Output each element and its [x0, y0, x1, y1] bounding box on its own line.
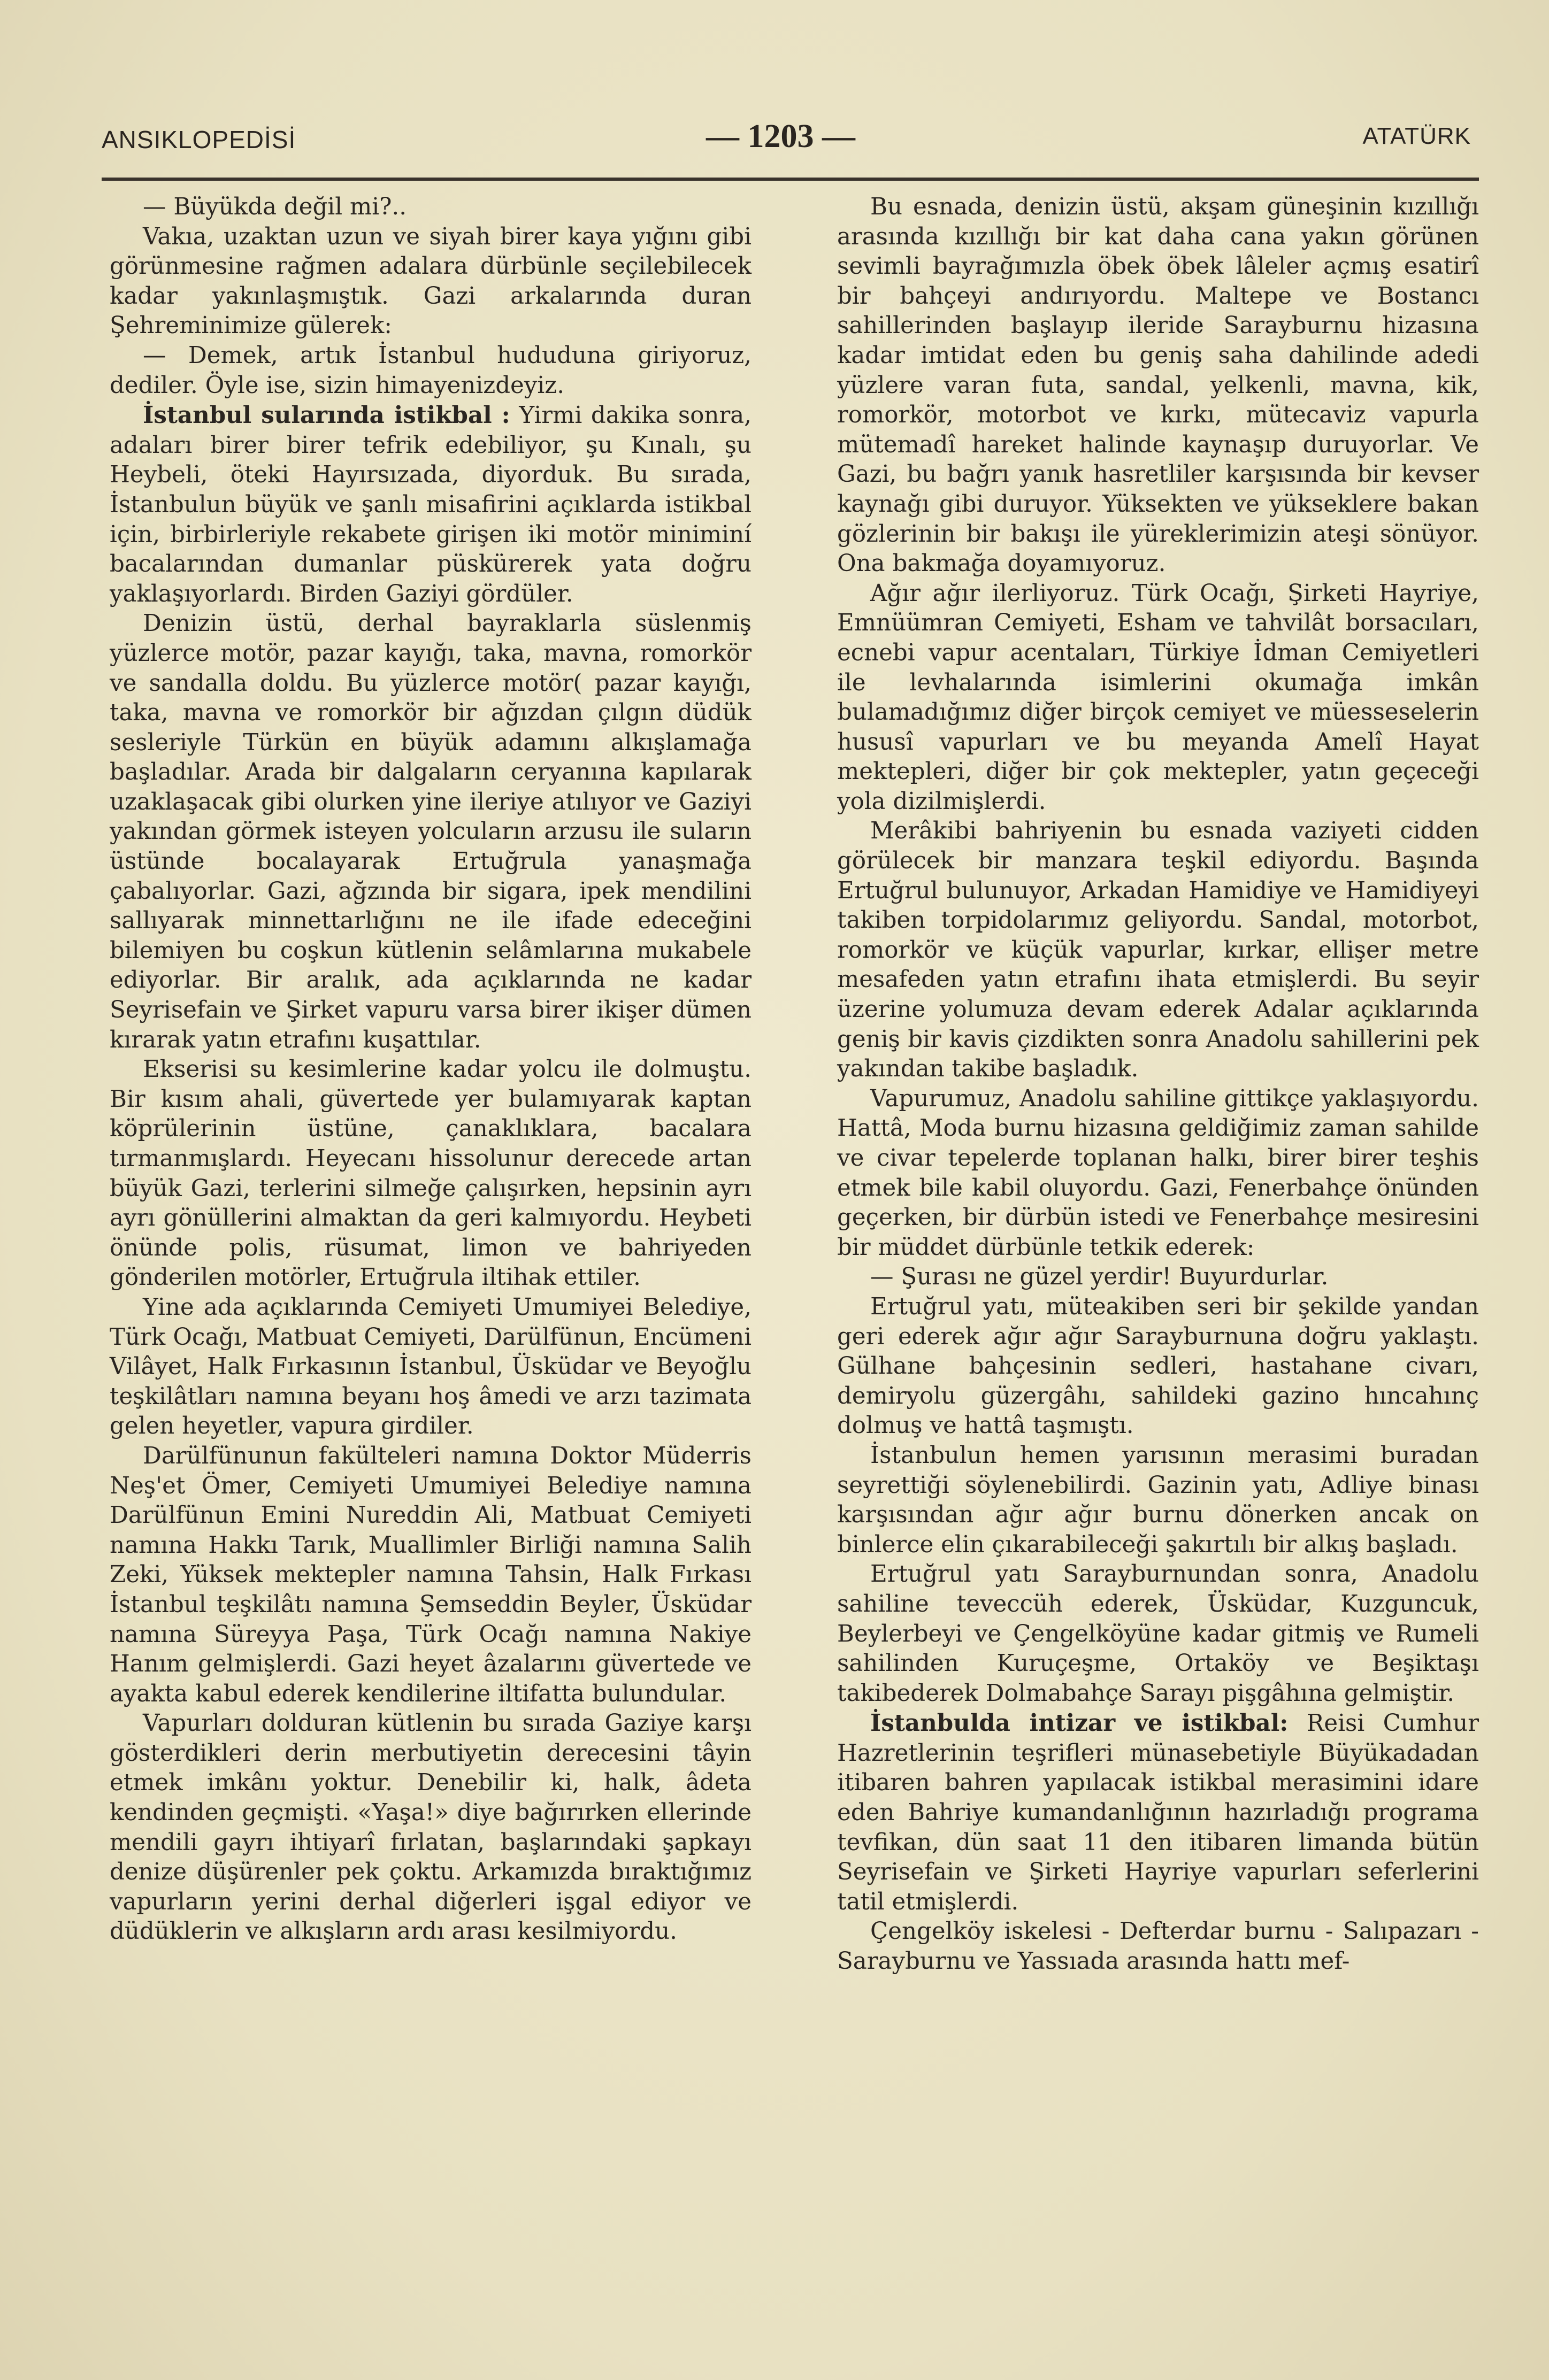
- paragraph-text: Yine ada açıklarında Cemiyeti Umumiyei Belediye, Türk Ocağı, Matbuat Cemiyeti, Darülfünun, Encümeni Vilâyet, Halk Fırkasının İstanbul, Üsküdar ve Beyoğlu teşkilâtları namına beyanı hoş âmedi ve arzı tazimata gelen heyetler, vapura girdiler.: [110, 1293, 752, 1440]
- paragraph: [837, 1084, 1479, 1263]
- paragraph: [837, 1262, 1479, 1292]
- paragraph-text: Vapurumuz, Anadolu sahiline gittikçe yaklaşıyordu. Hattâ, Moda burnu hizasına geldiğimiz zaman sahilde ve civar tepelerde toplanan halkı, birer birer teşhis etmek bile kabil oluyordu. Gazi, Fenerbahçe önünden geçerken, bir dürbün istedi ve Fenerbahçe mesiresini bir müddet dürbünle tetkik ederek:: [837, 1085, 1479, 1261]
- section-lead: İstanbul sularında istikbal :: [143, 402, 510, 429]
- right-column: [837, 192, 1479, 1977]
- paragraph: [110, 192, 752, 222]
- paragraph: [837, 1441, 1479, 1560]
- paragraph-text: Bu esnada, denizin üstü, akşam güneşinin kızıllığı arasında kızıllığı bir kat daha cana yakın görünen sevimli bayrağımızla öbek öbek lâleler açmış esatirî bir bahçeyi andırıyordu. Maltepe ve Bostancı sahillerinden başlayıp ileride Sarayburnu hizasına kadar imtidat eden bu geniş saha dahilinde adedi yüzlere varan futa, sandal, yelkenli, mavna, kik, romorkör, motorbot ve kırkı, mütecaviz vapurla mütemadî hareket halinde kaynaşıp duruyorlar. Ve Gazi, bu bağrı yanık hasretliler karşısında bir kevser kaynağı gibi duruyor. Yüksekten ve yükseklere bakan gözlerinin bir bakışı ile yüreklerimizin ateşi sönüyor. Ona bakmağa doyamıyoruz.: [837, 194, 1479, 577]
- paragraph-text: Vapurları dolduran kütlenin bu sırada Gaziye karşı gösterdikleri derin merbutiyetin derecesini tâyin etmek imkânı yoktur. Denebilir ki, halk, âdeta kendinden geçmişti. «Yaşa!» diye bağırırken ellerinde mendili gayrı ihtiyarî fırlatan, başlarındaki şapkayı denize düşürenler pek çoktu. Arkamızda bıraktığımız vapurların yerini derhal diğerleri işgal ediyor ve düdüklerin ve alkışların ardı arası kesilmiyordu.: [110, 1710, 752, 1945]
- paragraph: [110, 1442, 752, 1709]
- paragraph-text: Denizin üstü, derhal bayraklarla süslenmiş yüzlerce motör, pazar kayığı, taka, mavna, romorkör ve sandalla doldu. Bu yüzlerce motör( pazar kayığı, taka, mavna ve romorkör bir ağızdan çılgın düdük sesleriyle Türkün en büyük adamını alkışlamağa başladılar. Arada bir dalgaların ceryanına kapılarak uzaklaşacak gibi olurken yine ileriye atılıyor ve Gaziyi yakından görmek isteyen yolcuların arzusu ile suların üstünde bocalayarak Ertuğrula yanaşmağa çabalıyorlar. Gazi, ağzında bir sigara, ipek mendilini sallıyarak minnettarlığını ne ile ifade edeceğini bilemiyen bu coşkun kütlenin selâmlarına mukabele ediyorlar. Bir aralık, ada açıklarında ne kadar Seyrisefain ve Şirket vapuru varsa birer ikişer dümen kırarak yatın etrafını kuşattılar.: [110, 610, 752, 1053]
- paragraph: [837, 1560, 1479, 1708]
- paragraph-text: Çengelköy iskelesi - Defterdar burnu - Salıpazarı - Sarayburnu ve Yassıada arasında hattı mef-: [837, 1918, 1479, 1975]
- paragraph-text: Darülfünunun fakülteleri namına Doktor Müderris Neş'et Ömer, Cemiyeti Umumiyei Belediye namına Darülfünun Emini Nureddin Ali, Matbuat Cemiyeti namına Hakkı Tarık, Muallimler Birliği namına Salih Zeki, Yüksek mektepler namına Tahsin, Halk Fırkası İstanbul teşkilâtı namına Şemseddin Beyler, Üsküdar namına Süreyya Paşa, Türk Ocağı namına Nakiye Hanım gelmişlerdi. Gazi heyet âzalarını güvertede ve ayakta kabul ederek kendilerine iltifatta bulundular.: [110, 1442, 752, 1707]
- page-number: — 1203 —: [706, 118, 855, 155]
- paragraph-text: Vakıa, uzaktan uzun ve siyah birer kaya yığını gibi görünmesine rağmen adalara dürbünle seçilebilecek kadar yakınlaşmıştık. Gazi arkalarında duran Şehreminimize gülerek:: [110, 223, 752, 340]
- section-lead: İstanbulda intizar ve istikbal:: [870, 1709, 1289, 1737]
- paragraph-text: Reisi Cumhur Hazretlerinin teşrifleri münasebetiyle Büyükadadan itibaren bahren yapılacak istikbal merasimini idare eden Bahriye kumandanlığının hazırladığı programa tevfikan, dün saat 11 den itibaren limanda bütün Seyrisefain ve Şirketi Hayriye vapurları seferlerini tatil etmişlerdi.: [837, 1710, 1479, 1915]
- left-column: [110, 192, 752, 1947]
- paragraph: [110, 341, 752, 400]
- section-title: ATATÜRK: [1362, 123, 1471, 149]
- paragraph: [837, 817, 1479, 1084]
- publication-title: ANSIKLOPEDİSİ: [102, 126, 296, 153]
- paragraph-text: — Şurası ne güzel yerdir! Buyurdurlar.: [870, 1264, 1329, 1291]
- paragraph: [110, 222, 752, 341]
- paragraph-text: Ertuğrul yatı, müteakiben seri bir şekilde yandan geri ederek ağır ağır Sarayburnuna doğru yaklaştı. Gülhane bahçesinin sedleri, hastahane civarı, demiryolu güzergâhı, sahildeki gazino hıncahınç dolmuş ve hattâ taşmıştı.: [837, 1293, 1479, 1439]
- paragraph: [837, 1292, 1479, 1441]
- paragraph: [110, 1293, 752, 1442]
- paragraph-text: — Büyükda değil mi?..: [143, 194, 407, 220]
- paragraph-text: Merâkibi bahriyenin bu esnada vaziyeti cidden görülecek bir manzara teşkil ediyordu. Başında Ertuğrul bulunuyor, Arkadan Hamidiye ve Hamidiyeyi takiben torpidolarımız geliyordu. Sandal, motorbot, romorkör ve küçük vapurlar, kırkar, ellişer metre mesafeden yatın etrafını ihata etmişlerdi. Bu seyir üzerine yolumuza devam ederek Adalar açıklarında geniş bir kavis çizdikten sonra Anadolu sahillerini pek yakından takibe başladık.: [837, 818, 1479, 1083]
- paragraph: [110, 1055, 752, 1293]
- paragraph: [837, 579, 1479, 817]
- paragraph-text: Ağır ağır ilerliyoruz. Türk Ocağı, Şirketi Hayriye, Emnüümran Cemiyeti, Esham ve tahvilât borsacıları, ecnebi vapur acentaları, Türkiye İdman Cemiyetleri ile levhalarında isimlerini okumağa imkân bulamadığımız diğer birçok cemiyet ve müesseselerin hususî vapurları ve bu meyanda Amelî Hayat mektepleri, diğer bir çok mektepler, yatın geçeceği yola dizilmişlerdi.: [837, 580, 1479, 815]
- paragraph: [110, 400, 752, 609]
- paragraph: [837, 1917, 1479, 1976]
- paragraph-text: İstanbulun hemen yarısının merasimi buradan seyrettiği söylenebilirdi. Gazinin yatı, Adliye binası karşısından ağır ağır burnu dönerken ancak on binlerce elin çıkarabileceği şakırtılı bir alkış başladı.: [837, 1442, 1479, 1558]
- paragraph-text: Yirmi dakika sonra, adaları birer birer tefrik edebiliyor, şu Kınalı, şu Heybeli, öteki Hayırsızada, diyorduk. Bu sırada, İstanbulun büyük ve şanlı misafirini açıklarda istikbal için, birbirleriyle rekabete girişen iki motör miniminí bacalarından dumanlar püskürerek yata doğru yaklaşıyorlardı. Birden Gaziyi gördüler.: [110, 402, 752, 607]
- paragraph-text: — Demek, artık İstanbul hududuna giriyoruz, dediler. Öyle ise, sizin himayenizdeyiz.: [110, 342, 752, 399]
- paragraph: [110, 1709, 752, 1947]
- paragraph: [110, 609, 752, 1055]
- paragraph: [837, 192, 1479, 579]
- paragraph-text: Ekserisi su kesimlerine kadar yolcu ile dolmuştu. Bir kısım ahali, güvertede yer bulamıyarak kaptan köprülerinin üstüne, çanaklıklara, bacalara tırmanmışlardı. Heyecanı hissolunur derecede artan büyük Gazi, terlerini silmeğe çalışırken, hepsinin ayrı ayrı gönüllerini almaktan da geri kalmıyordu. Heybeti önünde polis, rüsumat, limon ve bahriyeden gönderilen motörler, Ertuğrula iltihak ettiler.: [110, 1056, 752, 1291]
- paragraph: [837, 1708, 1479, 1917]
- paragraph-text: Ertuğrul yatı Sarayburnundan sonra, Anadolu sahiline teveccüh ederek, Üsküdar, Kuzguncuk, Beylerbeyi ve Çengelköyüne kadar gitmiş ve Rumeli sahilinden Kuruçeşme, Ortaköy ve Beşiktaşı takibederek Dolmabahçe Sarayı pişgâhına gelmiştir.: [837, 1561, 1479, 1707]
- header-rule: [102, 178, 1479, 181]
- page-header: [102, 118, 1471, 160]
